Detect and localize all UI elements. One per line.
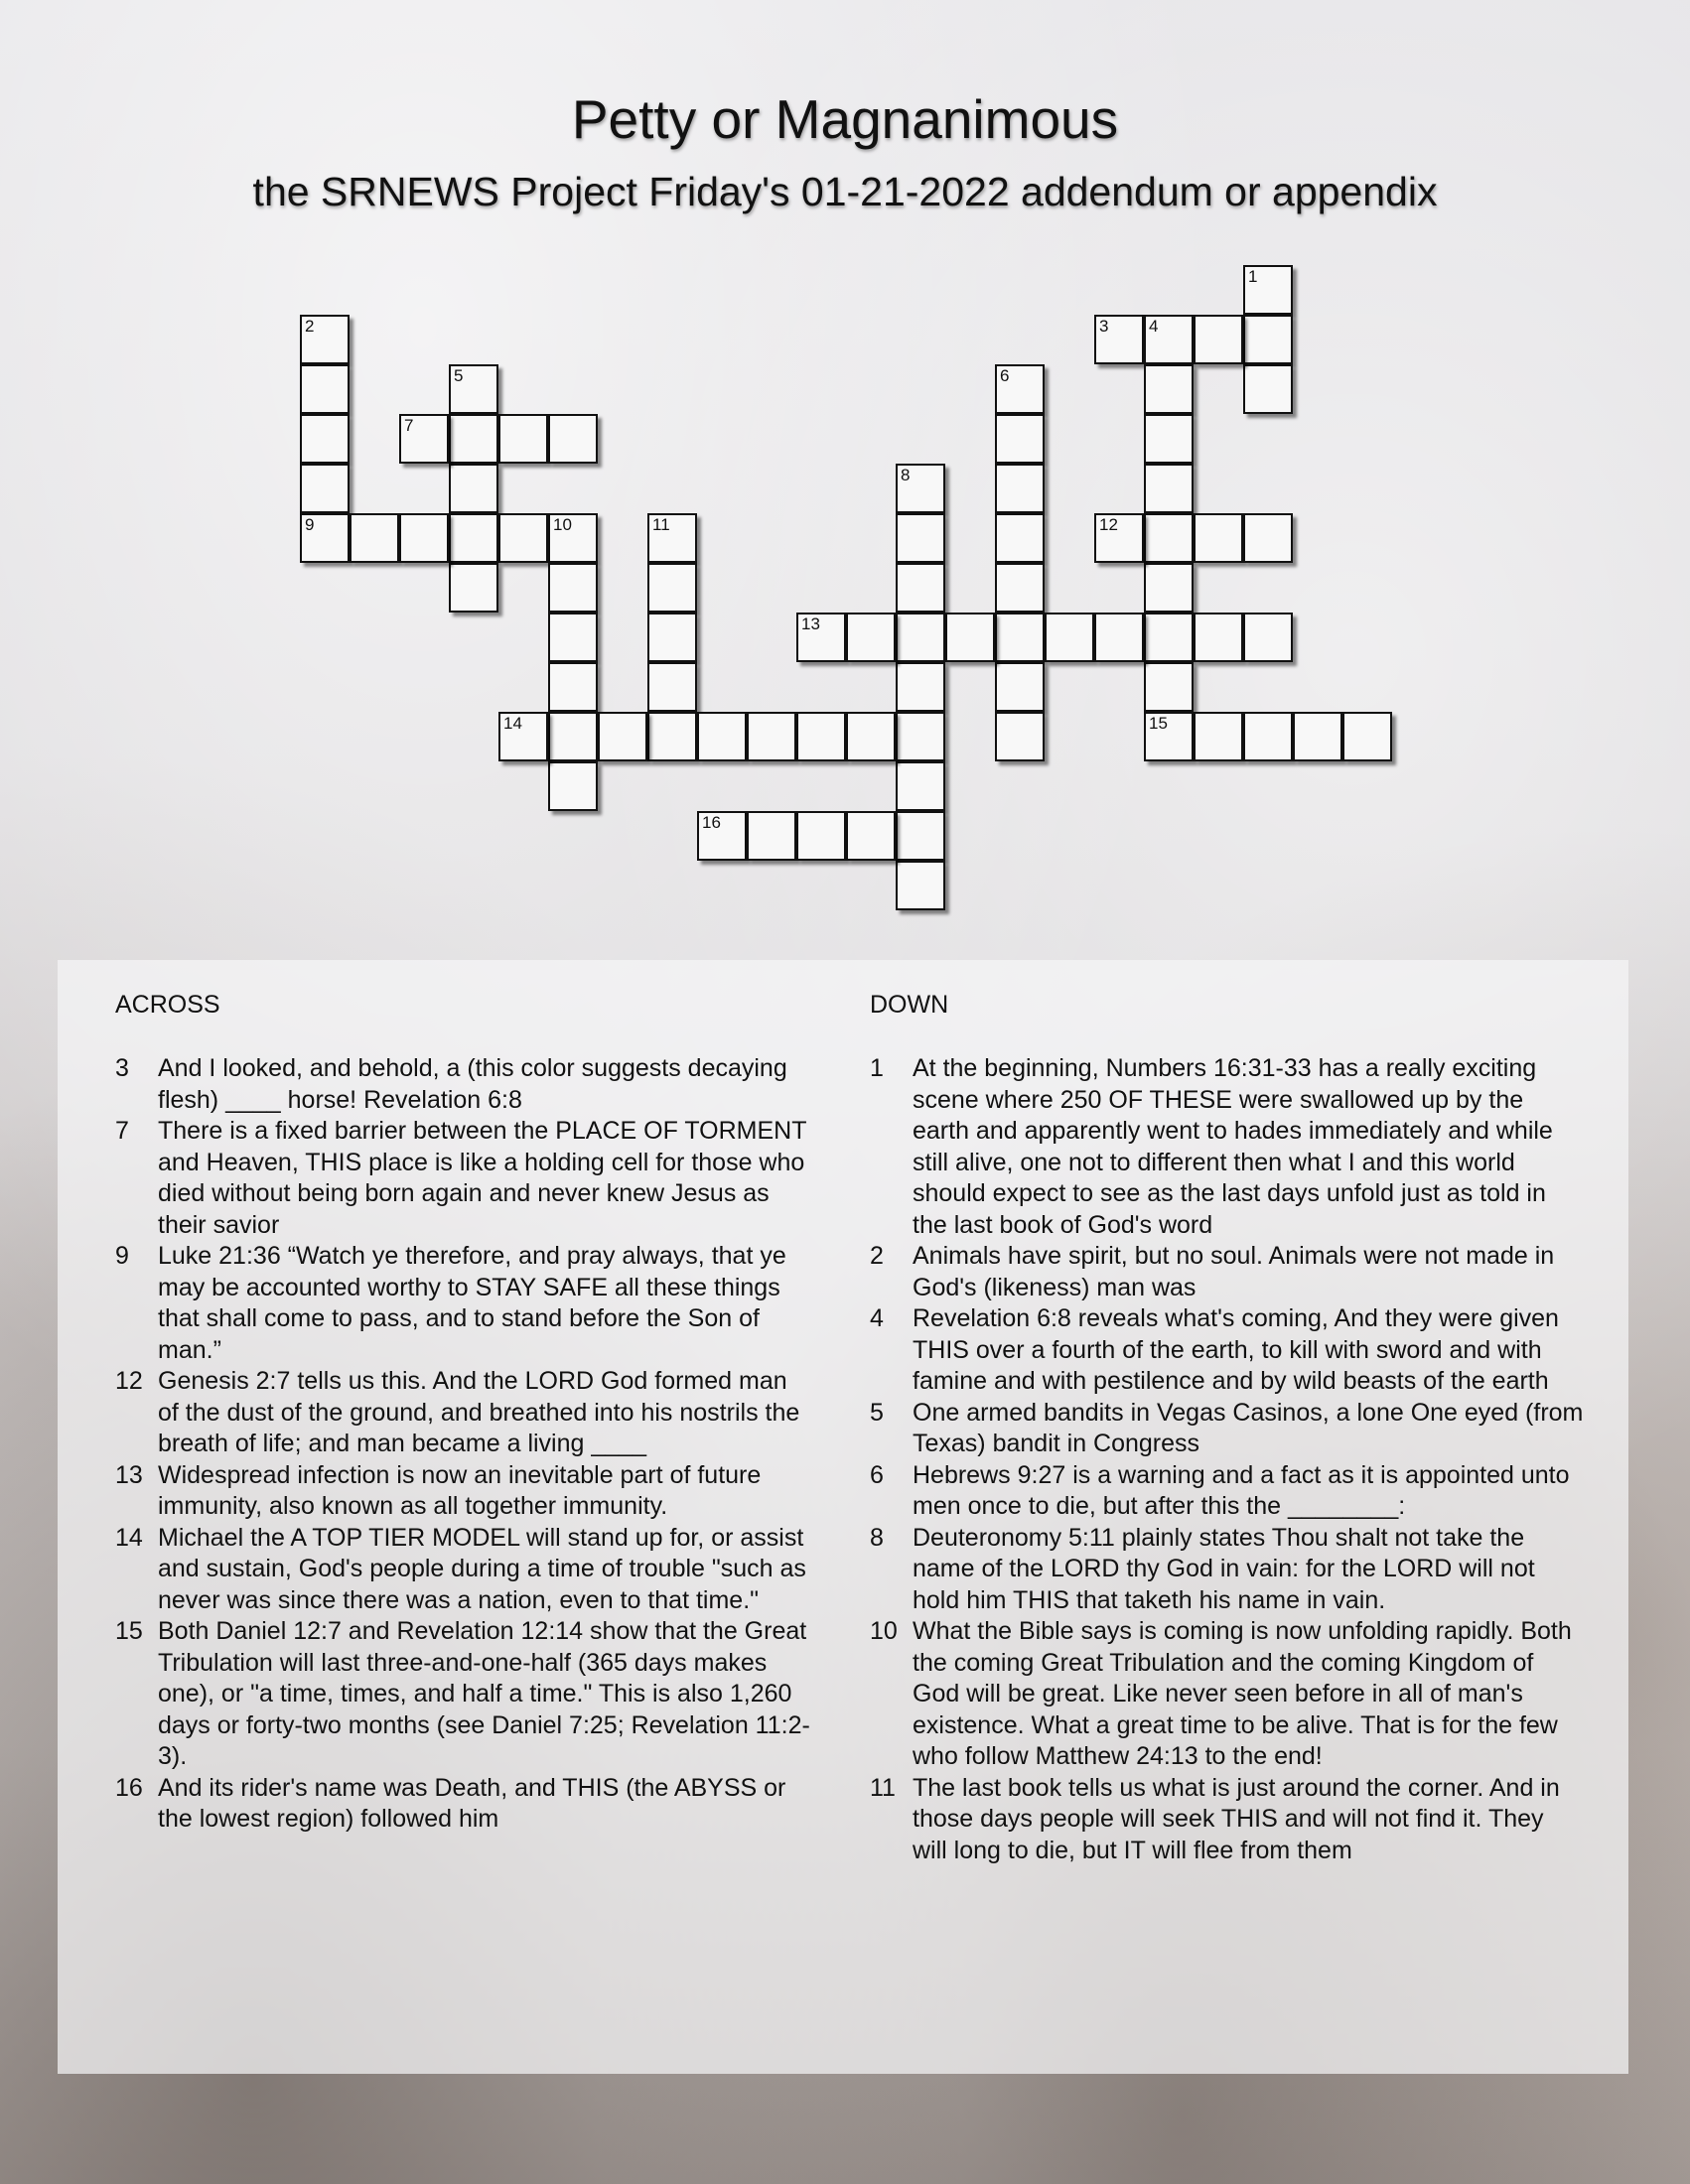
grid-cell[interactable] <box>300 464 350 513</box>
grid-cell[interactable] <box>1194 613 1243 662</box>
grid-cell[interactable] <box>896 563 945 613</box>
grid-cell[interactable] <box>1144 563 1194 613</box>
clue-number: 6 <box>870 1460 884 1489</box>
down-clue <box>870 1398 1585 1460</box>
grid-cell[interactable] <box>548 662 598 712</box>
grid-cell[interactable] <box>697 811 747 861</box>
grid-cell[interactable] <box>995 613 1045 662</box>
clue-number: 12 <box>115 1367 143 1395</box>
grid-cell[interactable] <box>995 563 1045 613</box>
clue-text: Hebrews 9:27 is a warning and a fact as it is appointed unto men once to die, but after this the ________: <box>913 1460 1570 1520</box>
down-clue <box>870 1241 1585 1303</box>
grid-cell[interactable] <box>449 464 498 513</box>
grid-cell[interactable] <box>1094 315 1144 364</box>
clue-text: Animals have spirit, but no soul. Animals were not made in God's (likeness) man was <box>913 1242 1555 1301</box>
cell-number: 1 <box>1248 267 1258 286</box>
down-clue-list <box>870 1053 1585 1866</box>
grid-cell[interactable] <box>498 414 548 464</box>
grid-cell[interactable] <box>1144 662 1194 712</box>
cell-number: 14 <box>503 714 522 733</box>
grid-cell[interactable] <box>747 811 796 861</box>
grid-cell[interactable] <box>896 861 945 910</box>
grid-cell[interactable] <box>995 513 1045 563</box>
grid-cell[interactable] <box>846 712 896 761</box>
down-clue <box>870 1460 1585 1523</box>
grid-cell[interactable] <box>1243 613 1293 662</box>
clue-text: Both Daniel 12:7 and Revelation 12:14 show that the Great Tribulation will last three-and-one-half (365 days makes one), or "a time, times, and half a time." This is also 1,260 days or forty-two months (see Daniel 7:25; Revelation 11:2-3). <box>158 1617 810 1770</box>
grid-cell[interactable] <box>598 712 647 761</box>
clue-text: The last book tells us what is just around the corner. And in those days people will seek THIS and will not find it. They will long to die, but IT will flee from them <box>913 1773 1560 1864</box>
down-clue <box>870 1773 1585 1867</box>
grid-cell[interactable] <box>647 613 697 662</box>
grid-cell[interactable] <box>1293 712 1342 761</box>
across-clue <box>115 1241 810 1366</box>
grid-cell[interactable] <box>796 712 846 761</box>
grid-cell[interactable] <box>300 364 350 414</box>
down-clue <box>870 1616 1585 1773</box>
cell-number: 10 <box>553 515 572 534</box>
cell-number: 13 <box>801 614 820 633</box>
cell-number: 6 <box>1000 366 1010 385</box>
grid-cell[interactable] <box>846 613 896 662</box>
grid-cell[interactable] <box>1144 315 1194 364</box>
grid-cell[interactable] <box>1342 712 1392 761</box>
grid-cell[interactable] <box>498 513 548 563</box>
cell-number: 8 <box>901 466 911 484</box>
grid-cell[interactable] <box>995 464 1045 513</box>
grid-cell[interactable] <box>1243 364 1293 414</box>
cell-number: 16 <box>702 813 721 832</box>
cell-number: 3 <box>1099 317 1109 336</box>
clue-text: Deuteronomy 5:11 plainly states Thou shalt not take the name of the LORD thy God in vain: for the LORD will not hold him THIS that taketh his name in vain. <box>913 1523 1535 1614</box>
grid-cell[interactable] <box>1243 265 1293 315</box>
grid-cell[interactable] <box>796 811 846 861</box>
clue-number: 13 <box>115 1460 143 1489</box>
clue-text: At the beginning, Numbers 16:31-33 has a really exciting scene where 250 OF THESE were swallowed up by the earth and apparently went to hades immediately and while still alive, one not to different then what I and this world should expect to see as the last days unfold just as told in the last book of God's word <box>913 1054 1553 1239</box>
grid-cell[interactable] <box>1094 513 1144 563</box>
clue-number: 11 <box>870 1773 896 1802</box>
clue-text: There is a fixed barrier between the PLACE OF TORMENT and Heaven, THIS place is like a holding cell for those who died without being born again and never knew Jesus as their savior <box>158 1117 807 1239</box>
grid-cell[interactable] <box>995 414 1045 464</box>
grid-cell[interactable] <box>647 712 697 761</box>
cell-number: 7 <box>404 416 414 435</box>
grid-cell[interactable] <box>1144 513 1194 563</box>
clue-text: And I looked, and behold, a (this color suggests decaying flesh) ____ horse! Revelation 6:8 <box>158 1054 787 1114</box>
grid-cell[interactable] <box>896 613 945 662</box>
clue-text: Widespread infection is now an inevitable part of future immunity, also known as all together immunity. <box>158 1460 762 1520</box>
across-heading: ACROSS <box>115 991 220 1019</box>
grid-cell[interactable] <box>846 811 896 861</box>
grid-cell[interactable] <box>449 513 498 563</box>
across-clues-column <box>115 990 810 1836</box>
grid-cell[interactable] <box>1194 315 1243 364</box>
grid-cell[interactable] <box>399 414 449 464</box>
grid-cell[interactable] <box>548 513 598 563</box>
clue-number: 10 <box>870 1617 898 1645</box>
clue-text: And its rider's name was Death, and THIS (the ABYSS or the lowest region) followed him <box>158 1773 786 1833</box>
across-clue <box>115 1460 810 1523</box>
cell-number: 15 <box>1149 714 1168 733</box>
clue-number: 15 <box>115 1617 143 1645</box>
grid-cell[interactable] <box>896 712 945 761</box>
grid-cell[interactable] <box>995 712 1045 761</box>
clue-text: Revelation 6:8 reveals what's coming, And they were given THIS over a fourth of the earth, to kill with sword and with famine and with pestilence and by wild beasts of the earth <box>913 1304 1559 1395</box>
clue-number: 9 <box>115 1242 129 1270</box>
grid-cell[interactable] <box>945 613 995 662</box>
clue-text: Michael the A TOP TIER MODEL will stand up for, or assist and sustain, God's people during a time of trouble "such as never was since there was a nation, even to that time." <box>158 1523 806 1614</box>
page-title: Petty or Magnanimous <box>571 88 1119 150</box>
across-clue <box>115 1616 810 1773</box>
down-clue <box>870 1523 1585 1617</box>
grid-cell[interactable] <box>1144 364 1194 414</box>
down-heading: DOWN <box>870 991 949 1019</box>
across-clue <box>115 1116 810 1241</box>
grid-cell[interactable] <box>1194 712 1243 761</box>
cell-number: 9 <box>305 515 315 534</box>
grid-cell[interactable] <box>647 513 697 563</box>
cell-number: 11 <box>652 515 670 534</box>
grid-cell[interactable] <box>449 414 498 464</box>
clue-number: 4 <box>870 1304 884 1332</box>
grid-cell[interactable] <box>548 761 598 811</box>
cell-number: 12 <box>1099 515 1118 534</box>
clue-number: 16 <box>115 1773 143 1802</box>
grid-cell[interactable] <box>300 513 350 563</box>
grid-cell[interactable] <box>548 563 598 613</box>
grid-cell[interactable] <box>548 712 598 761</box>
down-clues-column <box>870 990 1585 1866</box>
grid-cell[interactable] <box>1144 414 1194 464</box>
grid-cell[interactable] <box>1243 513 1293 563</box>
across-clue <box>115 1053 810 1116</box>
cell-number: 5 <box>454 366 464 385</box>
cell-number: 4 <box>1149 317 1159 336</box>
clue-number: 5 <box>870 1398 884 1427</box>
grid-cell[interactable] <box>498 712 548 761</box>
down-clue <box>870 1303 1585 1398</box>
grid-cell[interactable] <box>1144 613 1194 662</box>
grid-cell[interactable] <box>1094 613 1144 662</box>
grid-cell[interactable] <box>995 662 1045 712</box>
grid-cell[interactable] <box>1144 712 1194 761</box>
grid-cell[interactable] <box>896 761 945 811</box>
grid-cell[interactable] <box>896 464 945 513</box>
grid-cell[interactable] <box>896 811 945 861</box>
grid-cell[interactable] <box>548 613 598 662</box>
grid-cell[interactable] <box>896 662 945 712</box>
grid-cell[interactable] <box>796 613 846 662</box>
grid-cell[interactable] <box>300 414 350 464</box>
across-clue <box>115 1773 810 1836</box>
clue-text: Luke 21:36 “Watch ye therefore, and pray always, that ye may be accounted worthy to STAY SAFE all these things that shall come to pass, and to stand before the Son of man.” <box>158 1242 786 1364</box>
grid-cell[interactable] <box>1243 712 1293 761</box>
cell-number: 2 <box>305 317 315 336</box>
grid-cell[interactable] <box>747 712 796 761</box>
grid-cell[interactable] <box>449 364 498 414</box>
page-subtitle: the SRNEWS Project Friday's 01-21-2022 addendum or appendix <box>252 169 1438 214</box>
across-clue-list <box>115 1053 810 1836</box>
clue-number: 8 <box>870 1523 884 1552</box>
clue-number: 14 <box>115 1523 143 1552</box>
grid-cell[interactable] <box>350 513 399 563</box>
grid-cell[interactable] <box>449 563 498 613</box>
grid-cell[interactable] <box>896 513 945 563</box>
clue-text: What the Bible says is coming is now unfolding rapidly. Both the coming Great Tribulation and the coming Kingdom of God will be great. Like never seen before in all of man's existence. What a great time to be alive. That is for the few who follow Matthew 24:13 to the end! <box>913 1617 1572 1770</box>
clue-number: 7 <box>115 1117 129 1145</box>
clue-number: 1 <box>870 1054 884 1082</box>
clue-text: Genesis 2:7 tells us this. And the LORD God formed man of the dust of the ground, and breathed into his nostrils the breath of life; and man became a living ____ <box>158 1367 800 1457</box>
down-clue <box>870 1053 1585 1241</box>
across-clue <box>115 1523 810 1617</box>
grid-cell[interactable] <box>1243 315 1293 364</box>
clue-number: 3 <box>115 1054 129 1082</box>
across-clue <box>115 1366 810 1460</box>
grid-cell[interactable] <box>1194 513 1243 563</box>
clues-panel <box>58 960 1628 2074</box>
grid-cell[interactable] <box>647 563 697 613</box>
clue-text: One armed bandits in Vegas Casinos, a lone One eyed (from Texas) bandit in Congress <box>913 1398 1584 1457</box>
grid-cell[interactable] <box>1144 464 1194 513</box>
grid-cell[interactable] <box>647 662 697 712</box>
grid-cell[interactable] <box>697 712 747 761</box>
grid-cell[interactable] <box>1045 613 1094 662</box>
clue-number: 2 <box>870 1242 884 1270</box>
grid-cell[interactable] <box>548 414 598 464</box>
grid-cell[interactable] <box>995 364 1045 414</box>
grid-cell[interactable] <box>399 513 449 563</box>
grid-cell[interactable] <box>300 315 350 364</box>
